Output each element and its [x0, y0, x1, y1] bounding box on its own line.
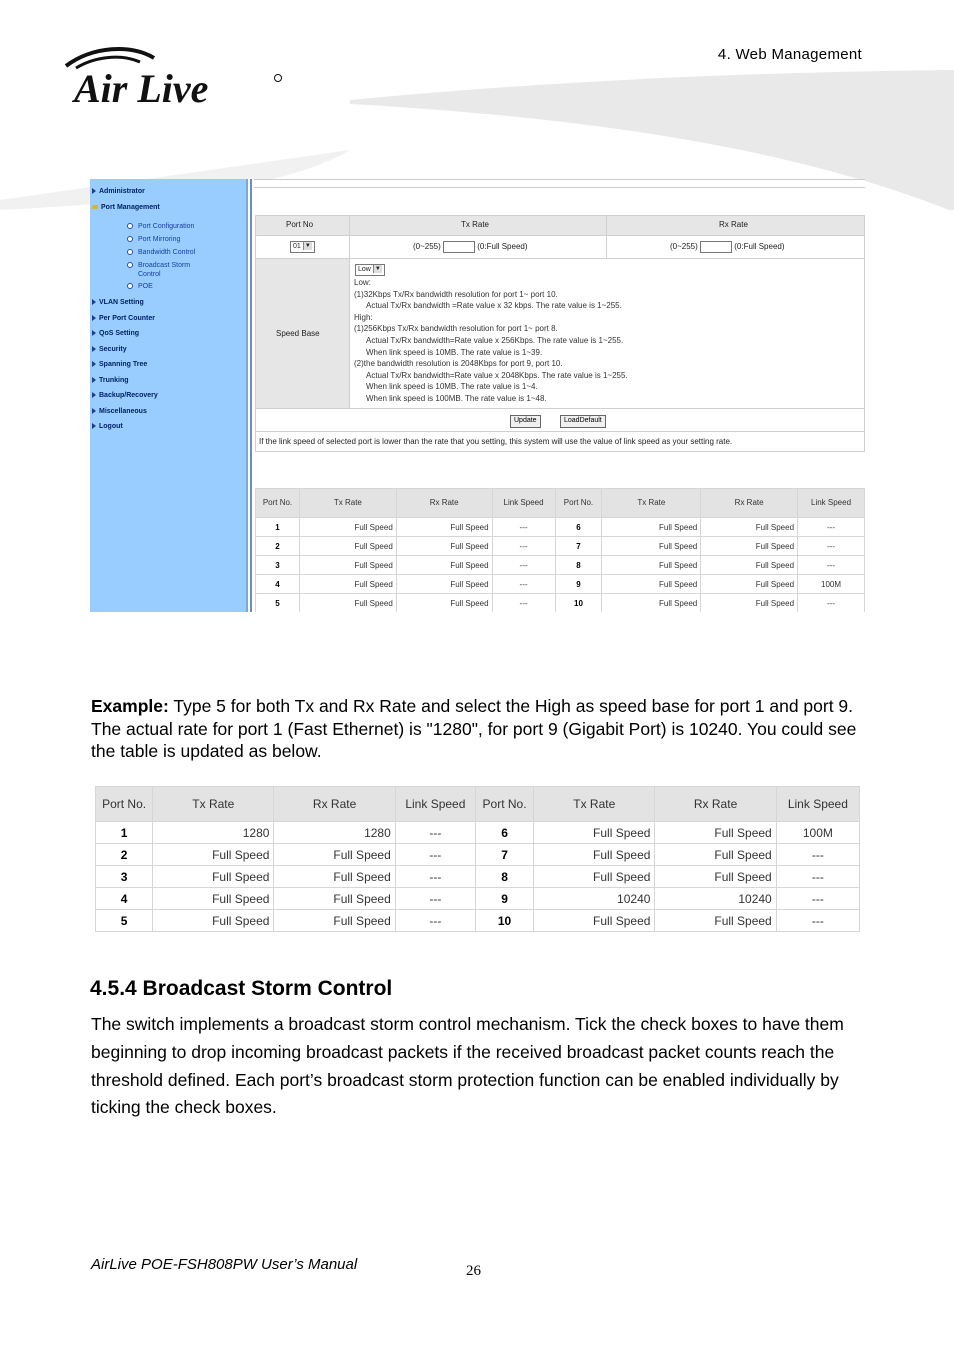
- bullet-icon: [127, 283, 133, 289]
- col-rx-rate: Rx Rate: [719, 220, 748, 229]
- port-number-cell: 1: [96, 822, 153, 844]
- rate-cell: Full Speed: [153, 844, 274, 866]
- arrow-icon: [92, 330, 96, 336]
- rate-cell: Full Speed: [655, 866, 776, 888]
- table-row: [256, 537, 865, 556]
- nav-sub-port-mirroring[interactable]: Port Mirroring: [138, 236, 181, 243]
- table-row: [256, 575, 865, 594]
- nav-item-logout[interactable]: Logout: [92, 423, 123, 430]
- rate-cell: Full Speed: [534, 866, 655, 888]
- airlive-logo: [62, 44, 287, 108]
- port-number-cell: 8: [555, 556, 602, 575]
- port-number-cell: 5: [96, 910, 153, 932]
- rate-cell: Full Speed: [396, 575, 492, 594]
- port-number-cell: 7: [475, 844, 533, 866]
- table-row: [256, 594, 865, 613]
- col-port-no: Port No: [286, 220, 314, 229]
- link-speed-cell: ---: [492, 518, 555, 537]
- arrow-icon: [92, 315, 96, 321]
- rate-cell: Full Speed: [299, 537, 396, 556]
- table-row: [96, 866, 860, 888]
- port-number-cell: 9: [475, 888, 533, 910]
- table-header-row: [96, 787, 860, 822]
- column-header: Port No.: [555, 489, 602, 518]
- rate-cell: Full Speed: [701, 537, 798, 556]
- rate-cell: Full Speed: [602, 556, 701, 575]
- rx-rate-field: (0~255) (0:Full Speed): [670, 242, 785, 252]
- rate-cell: Full Speed: [299, 575, 396, 594]
- rate-cell: Full Speed: [153, 910, 274, 932]
- link-speed-cell: ---: [798, 518, 865, 537]
- column-header: Port No.: [96, 787, 153, 822]
- nav-sub-broadcast-storm-control[interactable]: Broadcast Storm Control: [138, 262, 191, 278]
- column-header: Rx Rate: [701, 489, 798, 518]
- web-ui-screenshot: [90, 179, 865, 612]
- table-row: [256, 556, 865, 575]
- nav-item-port-management[interactable]: Port Management: [92, 204, 160, 211]
- rate-cell: Full Speed: [153, 866, 274, 888]
- nav-sub-bandwidth-control[interactable]: Bandwidth Control: [138, 249, 196, 256]
- rate-cell: Full Speed: [602, 594, 701, 613]
- rate-cell: Full Speed: [534, 822, 655, 844]
- table-row: [256, 518, 865, 537]
- table-header-row: [256, 489, 865, 518]
- rate-cell: Full Speed: [274, 844, 395, 866]
- example-paragraph: [91, 695, 866, 763]
- column-header: Rx Rate: [655, 787, 776, 822]
- column-header: Port No.: [256, 489, 300, 518]
- bullet-icon: [127, 223, 133, 229]
- chevron-down-icon: ▼: [373, 265, 382, 273]
- column-header: Tx Rate: [534, 787, 655, 822]
- tx-rate-field: (0~255) (0:Full Speed): [413, 242, 528, 252]
- column-header: Tx Rate: [602, 489, 701, 518]
- col-tx-rate: Tx Rate: [461, 220, 490, 229]
- port-number-cell: 4: [256, 575, 300, 594]
- rate-cell: Full Speed: [602, 537, 701, 556]
- nav-item-backup-recovery[interactable]: Backup/Recovery: [92, 392, 158, 399]
- rate-cell: Full Speed: [396, 518, 492, 537]
- rate-cell: Full Speed: [299, 556, 396, 575]
- rate-cell: Full Speed: [701, 556, 798, 575]
- rate-cell: 1280: [274, 822, 395, 844]
- divider: [254, 179, 865, 180]
- rate-cell: Full Speed: [153, 888, 274, 910]
- link-speed-cell: ---: [395, 910, 475, 932]
- port-number-cell: 3: [96, 866, 153, 888]
- port-status-table: [255, 488, 865, 612]
- rate-cell: Full Speed: [396, 556, 492, 575]
- section-heading: 4.5.4 Broadcast Storm Control: [90, 977, 393, 1000]
- port-number-cell: 1: [256, 518, 300, 537]
- port-number-cell: 6: [475, 822, 533, 844]
- divider: [254, 187, 865, 188]
- link-speed-cell: ---: [798, 556, 865, 575]
- arrow-icon: [92, 188, 96, 194]
- page-number: 26: [466, 1263, 481, 1279]
- example-text: Type 5 for both Tx and Rx Rate and select the High as speed base for port 1 and port 9. The actual rate for port 1 (Fast Ethernet) is "1280", for port 9 (Gigabit Port) is 10240. You could see the table is updated as below.: [91, 696, 857, 761]
- port-number-cell: 3: [256, 556, 300, 575]
- rate-cell: 10240: [655, 888, 776, 910]
- table-row: [96, 844, 860, 866]
- table-row: [96, 822, 860, 844]
- link-speed-cell: ---: [395, 844, 475, 866]
- link-speed-cell: ---: [798, 594, 865, 613]
- link-speed-cell: ---: [395, 822, 475, 844]
- rate-cell: Full Speed: [299, 518, 396, 537]
- tx-rate-input[interactable]: [443, 241, 475, 253]
- arrow-icon: [92, 423, 96, 429]
- nav-item-vlan-setting[interactable]: VLAN Setting: [92, 299, 144, 306]
- rate-cell: Full Speed: [655, 844, 776, 866]
- nav-item-spanning-tree[interactable]: Spanning Tree: [92, 361, 147, 368]
- rate-cell: Full Speed: [602, 575, 701, 594]
- rate-cell: Full Speed: [534, 844, 655, 866]
- arrow-icon: [92, 392, 96, 398]
- section-title: 4. Web Management: [717, 46, 862, 63]
- port-number-cell: 2: [256, 537, 300, 556]
- nav-item-miscellaneous[interactable]: Miscellaneous: [92, 408, 147, 415]
- nav-item-per-port-counter[interactable]: Per Port Counter: [92, 315, 155, 322]
- rate-cell: Full Speed: [274, 888, 395, 910]
- table-row: [96, 910, 860, 932]
- rate-cell: Full Speed: [655, 822, 776, 844]
- nav-item-trunking[interactable]: Trunking: [92, 377, 129, 384]
- arrow-icon: [92, 361, 96, 367]
- folder-icon: [92, 205, 98, 209]
- link-speed-cell: ---: [776, 910, 859, 932]
- port-number-cell: 10: [555, 594, 602, 613]
- column-header: Tx Rate: [299, 489, 396, 518]
- link-speed-cell: ---: [395, 866, 475, 888]
- rate-cell: Full Speed: [655, 910, 776, 932]
- link-speed-cell: ---: [492, 556, 555, 575]
- link-speed-cell: ---: [798, 537, 865, 556]
- load-default-button[interactable]: LoadDefault: [560, 415, 606, 428]
- bullet-icon: [127, 262, 133, 268]
- link-speed-cell: ---: [395, 888, 475, 910]
- link-speed-cell: 100M: [798, 575, 865, 594]
- link-speed-cell: ---: [776, 866, 859, 888]
- example-label: Example:: [91, 696, 169, 716]
- nav-sub-poe[interactable]: POE: [138, 283, 153, 290]
- rate-cell: Full Speed: [534, 910, 655, 932]
- link-speed-cell: ---: [776, 844, 859, 866]
- speed-base-description: Low: (1)32Kbps Tx/Rx bandwidth resolution for port 1~ port 10. Actual Tx/Rx bandwidth =Rate value x 32 kbps. The rate value is 1~255. High: (1)256Kbps Tx/Rx bandwidth resolution for port 1~ port 8. Actual Tx/Rx bandwidth=Rate value x 256Kbps. The rate value is 1~255. When link speed is 10MB. The rate value is 1~39. (2)the bandwidth resolution is 2048Kbps for port 9, port 10. Actual Tx/Rx bandwidth=Rate value x 2048Kbps. The rate value is 1~255. When link speed is 10MB. The rate value is 1~4. When link speed is 100MB. The rate value is 1~48.: [354, 278, 628, 403]
- column-header: Link Speed: [798, 489, 865, 518]
- updated-rate-table: [95, 786, 860, 932]
- link-speed-cell: 100M: [776, 822, 859, 844]
- rate-cell: 10240: [534, 888, 655, 910]
- rate-cell: Full Speed: [396, 594, 492, 613]
- footer-manual-title: AirLive POE-FSH808PW User’s Manual: [91, 1256, 358, 1273]
- arrow-icon: [92, 408, 96, 414]
- column-header: Link Speed: [492, 489, 555, 518]
- nav-sub-port-configuration[interactable]: Port Configuration: [138, 223, 195, 230]
- setting-note: If the link speed of selected port is lower than the rate that you setting, this system will use the value of link speed as your setting rate.: [259, 437, 733, 446]
- column-header: Link Speed: [395, 787, 475, 822]
- port-number-cell: 2: [96, 844, 153, 866]
- column-header: Port No.: [475, 787, 533, 822]
- arrow-icon: [92, 377, 96, 383]
- rate-cell: Full Speed: [701, 594, 798, 613]
- rate-cell: Full Speed: [701, 518, 798, 537]
- link-speed-cell: ---: [492, 537, 555, 556]
- nav-item-administrator[interactable]: Administrator: [92, 188, 145, 195]
- bullet-icon: [127, 236, 133, 242]
- column-header: Rx Rate: [274, 787, 395, 822]
- speed-base-label: Speed Base: [276, 329, 320, 338]
- port-number-cell: 10: [475, 910, 533, 932]
- port-number-cell: 7: [555, 537, 602, 556]
- rate-cell: Full Speed: [701, 575, 798, 594]
- rate-cell: Full Speed: [299, 594, 396, 613]
- link-speed-cell: ---: [776, 888, 859, 910]
- rate-cell: Full Speed: [602, 518, 701, 537]
- nav-item-qos-setting[interactable]: QoS Setting: [92, 330, 139, 337]
- speed-base-select[interactable]: Low ▼: [355, 264, 385, 276]
- chevron-down-icon: ▼: [303, 242, 312, 250]
- port-select[interactable]: 01 ▼: [290, 241, 315, 253]
- rate-cell: Full Speed: [396, 537, 492, 556]
- column-header: Rx Rate: [396, 489, 492, 518]
- rate-cell: Full Speed: [274, 866, 395, 888]
- port-number-cell: 8: [475, 866, 533, 888]
- section-paragraph: The switch implements a broadcast storm control mechanism. Tick the check boxes to have them beginning to drop incoming broadcast packets if the received broadcast packet counts reach the threshold defined. Each port’s broadcast storm protection function can be enabled individually by ticking the check boxes.: [91, 1014, 844, 1118]
- nav-item-security[interactable]: Security: [92, 346, 127, 353]
- table-row: [96, 888, 860, 910]
- sidebar-nav: [90, 179, 248, 612]
- port-number-cell: 6: [555, 518, 602, 537]
- svg-text:Air Live: Air Live: [74, 66, 209, 108]
- port-number-cell: 4: [96, 888, 153, 910]
- rx-rate-input[interactable]: [700, 241, 732, 253]
- port-number-cell: 5: [256, 594, 300, 613]
- logo-swoosh-icon: [62, 44, 287, 108]
- column-header: Tx Rate: [153, 787, 274, 822]
- link-speed-cell: ---: [492, 594, 555, 613]
- bullet-icon: [127, 249, 133, 255]
- column-header: Link Speed: [776, 787, 859, 822]
- update-button[interactable]: Update: [510, 415, 541, 428]
- arrow-icon: [92, 299, 96, 305]
- port-number-cell: 9: [555, 575, 602, 594]
- arrow-icon: [92, 346, 96, 352]
- rate-cell: Full Speed: [274, 910, 395, 932]
- link-speed-cell: ---: [492, 575, 555, 594]
- rate-cell: 1280: [153, 822, 274, 844]
- frame-divider: [250, 179, 252, 612]
